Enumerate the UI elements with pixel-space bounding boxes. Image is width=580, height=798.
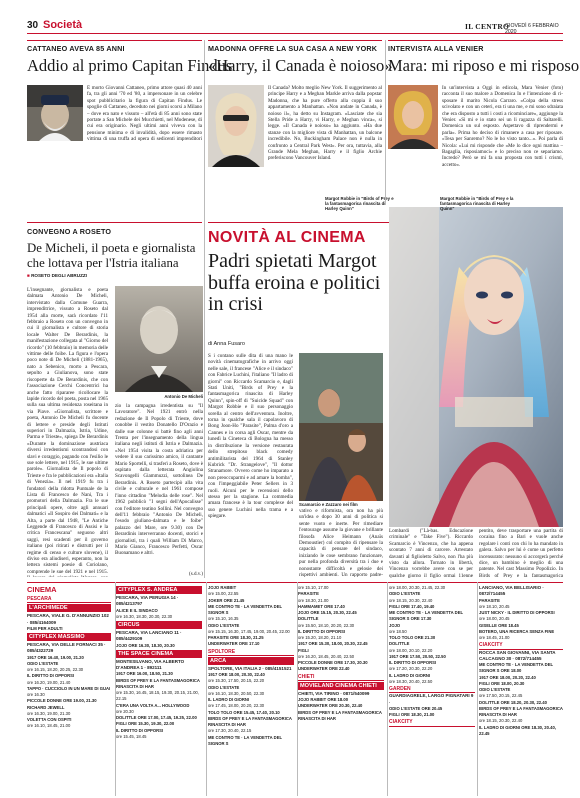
cinema-city-name: CIAKCITY: [479, 642, 563, 649]
cinema-showtime: ODIO L'ESTATE: [479, 687, 511, 692]
cinema-showtime: UNDERWATER ORE 20.30, 22.40: [298, 703, 363, 709]
feature-headline: Padri spietati Margot buffa eroina e politici in crisi: [208, 250, 381, 315]
cinema-showtime: FIGLI ORE 18.00, 20.30: [479, 680, 525, 686]
cinema-showtime: IL LADRO DI GIORNI ORE 18.30, 20.40, 22.45: [479, 724, 556, 736]
cinema-showtime: ore 16.30: [27, 692, 45, 697]
column-rule: [297, 582, 298, 796]
cinema-showtime: DOLITTLE: [389, 641, 410, 647]
cinema-showtime: ME CONTRO TE · LA VENDETTA DEL SIGNOR S ORE 18.00: [479, 662, 553, 674]
feature-col1: S i contano sulle dita di una mano le novità cinematografiche in arrivo oggi nelle sale, il francese "Alice e il sindaco" con Fabrice Luchini, l'italiano "Il ladro di giorni" con Riccardo Scamarcio e, dagli Stati Uniti, "Birds of Prey e la fantasmagorica rinascita di Harley Quinn", spin-off di "Suicide Squad" con Margot Robbie e il suo personaggio sorella al centro dell'avventura. Inoltre, torna in qualche sala il capolavoro di Bong Joon-Ho "Parasite", Palma d'oro a Cannes e in corsa agli Oscar, mentre da lunedì la Cineteca di Bologna ha messo in distribuzione la versione restaurata dello strepitoso black comedy antimilitarista del 1964 di Stanley Kubrick "Dr. Strangelove", "Il dottor Stranamore. Ovvero come ho imparato a non preoccuparmi e ad amare la bomba", con l'impeggiabile Peter Sellers in 3 ruoli. Alcuni per le recensioni dello stesso per la stagione. La commedia amara francese è la tour complexe del suo genere Luchini nella trama e a spiegare.: [208, 353, 293, 520]
cinema-showtime: BIRDS OF PREY E LA FANTASMAGORICA RINASCITA DI HAR: [298, 709, 382, 721]
byline-square-icon: ■: [27, 273, 32, 278]
cinema-showtime: ODIO L'ESTATE: [389, 591, 421, 597]
feature-col3: Lombardi ("Là-bas. Educazione criminale" e "Take Five"). Riccardo Scamarcio è Vincenzo, che ha appena scontato 7 anni di carcere. Arrestato davanti al figlioletto Salvo, non l'ha più visto da allora. Tornato in libertà, Vincenzo vorrebbe avere con se per qualche giorno il figlio ormai 11enne: [389, 528, 473, 578]
cinema-showtime: TAPPO · CUCCIOLO IN UN MARE DI GUAI: [27, 685, 111, 691]
story-body: È morto Giovanni Cattaneo, primo attore quasi 40 anni fa, tra gli anni '70 ed '80, a impersonare in un celebre spot pubblicitario la figura di Capitan Findus. Le spoglie di Cattaneo, deceduto nei giorni scorsi a Milano – dove era nato e vissuto – all'età di 85 anni sono state portate a San Michele dei Mucchietti, nel Modenese, di cui era originario. Negli ultimi anni viveva con la pensione minima e di invalidità, dopo essere rimasto vittima di una truffa ad opera di sedicenti imprenditori: [87, 85, 202, 143]
cinema-city-name: SPOLTORE: [208, 649, 294, 656]
cinema-venue-address: PESCARA, VIA LANCIANO 11 · 085/4429109: [116, 630, 182, 642]
inset-photo-caption: Scamarcio e Zazzaro nei film: [299, 502, 358, 507]
story-body-col2: zio la campagna irredentista su "Il Lavoratore". Nel 1921 entrò nella redazione de Il Popolo di Trieste, dove conobbe il vestito Donatello D'Orazio e dalle sue colonne si battè fino agli anni Trenta per l'insegnamento della lingua italiana negli istituti di Istria e Dalmazia. «Nel 1954 visita la costa adriatica per vedere il suo carissimo amico, il cantante Mario Sportelli, si trasferì a Roseto, dove è ospitato dalla letterata Angiolina Scavongelli Giammuzzi, sottolinea De Berardinis. A Roseto partecipò alla vita civile e culturale e nel 1961 compose l'inno cittadino "Melodia delle rose". Nel 1962 pubblicò "I segni dell'Apocalisse" con l'editore teatino Sollini. Nel convegno dell'11 febbraio "Antonio De Micheli, l'esodo giuliano-dalmata e le foibe" palazzo del Mare, ore 9.30) con De Berardinis interverranno docenti, storici e giornalisti, tra i quali William Di Marco, Mario Gianco, Francesco Perfetti, Oscar Buonamano e altri.: [115, 403, 203, 557]
column-rule: [204, 40, 205, 578]
cinema-showtime: PARASITE: [479, 597, 500, 603]
cinema-venue-address: LANCIANO, VIA BELLISARIO · 0872/714455: [479, 585, 544, 597]
cinema-showtime: ODIO L'ESTATE: [208, 684, 240, 690]
cinema-showtime: 1917 ORE 18.00, 20.20, 22.40: [479, 674, 536, 680]
story-body: Il Canada? Molto meglio New York. Il suggerimento al principe Harry e a Meghan Markle arriva dalla popstar Madonna, che ha pure offerto alla coppia il suo appartamento a Manhattan. «Non andate in Canada, è noioso il», ha detto su Instagram. «Lasciate che sia Stella Pride a Harry, vi Harry, e Meghan vinca», si legge. «Il Canada è noioso» ha aggiunto. «Ha due stanze con la migliore vista di Manhattan, un balcone incredibile. No, Buckingham Palace non è nulla in confronto a Central Park West». Per ora, tuttavia, alla Grande Mela Meghan, Harry e il figlio Archie preferiscono Vancouver Island.: [268, 85, 382, 162]
cinema-showtime: JOKER ORE 21.45: [208, 597, 245, 603]
cinema-showtime: UNDERWATER ORE 22.40: [298, 666, 350, 672]
cinema-venue-address: GUARDIAGRELE, LARGO PIGNATARI 9 ·: [389, 693, 474, 705]
cinema-city-name: GARDEN: [389, 686, 475, 693]
column-rule: [387, 582, 388, 796]
cinema-showtime: GISELLE ORE 18.45: [479, 622, 519, 628]
brand-name: IL CENTRO: [465, 22, 510, 31]
feature-byline: di Anna Fusaro: [208, 341, 245, 347]
cinema-showtime: BIRDS OF PREY E LA FANTASMAGORICA RINASCITA DI HAR: [208, 715, 292, 727]
cinema-showtime: VOLETTA CON OSPITI: [27, 717, 72, 722]
cinema-showtime: FIGLI ORE 17.40, 19.40: [389, 603, 435, 609]
column-rule: [385, 40, 386, 205]
madonna-photo-image: [208, 85, 264, 167]
cinema-showtime: ore 15.10, 17.00: [298, 585, 329, 590]
cinema-showtime: ore 16.30, 19.00, 21.30: [27, 710, 71, 716]
story-kicker: MADONNA OFFRE LA SUA CASA A NEW YORK: [208, 44, 378, 53]
cinema-showtime: ore 15.45, 18.45: [116, 733, 147, 739]
column-rule: [477, 582, 478, 796]
cinema-showtime: IL DIRITTO DI OPPORSI: [389, 660, 437, 665]
cinema-showtime: IL LADRO DI GIORNI: [208, 697, 250, 702]
cinema-col-1: [27, 595, 111, 797]
cinema-showtime: ore 15.30, 17.50, 20.15, 22.20: [208, 678, 265, 684]
harley-photo-caption-overlay: Margot Robbie in "Birds of Prey e la fantasmagorica rinascita di Harley Quinn": [440, 196, 514, 212]
cinema-venue-name: CITYPLEX MASSIMO: [27, 633, 111, 641]
cinema-showtime: FILM PER ADULTI: [27, 625, 63, 631]
scamarcio-photo-image: [299, 353, 383, 501]
cinema-showtime: ME CONTRO TE · LA VENDETTA DEL SIGNOR S: [208, 603, 282, 615]
cinema-showtime: ore 17.20, 20.30, 22.20: [389, 666, 433, 672]
cinema-venue-name: L'ARCHIMEDE: [27, 604, 111, 612]
cinema-showtime: ore 15.50, 18.10, 20.20, 22.30: [298, 622, 355, 628]
cinema-showtime: JOJO: [389, 622, 401, 628]
cinema-col-6: [479, 585, 563, 797]
cinema-showtime: 1917 ORE 16.40, 19.00, 21.20: [27, 654, 84, 660]
cinema-showtime: BIRDS OF PREY E LA FANTASMAGORICA RINASCITA DI HAR: [116, 677, 200, 689]
cinema-showtime: ore 16.15, 18.20, 20.25, 22.30: [27, 667, 84, 672]
cinema-showtime: ore 17.45, 18.00, 20.20, 22.30: [208, 703, 265, 709]
cinema-showtime: BOTERO, UNA RICERCA SENZA FINE: [479, 628, 555, 634]
byline-text: ROSETO DEGLI ABRUZZI: [31, 273, 87, 278]
cinema-showtime: ME CONTRO TE · LA VENDETTA DEL SIGNOR S: [208, 734, 282, 746]
cinema-showtime: ore 16.10, 18.30, 20.50, 22.30: [208, 690, 265, 696]
cinema-showtime: ore 20.30: [116, 708, 134, 714]
cinema-col-5: [389, 585, 475, 797]
cinema-showtime: HAMMAMET ORE 17.40: [298, 603, 345, 609]
cinema-showtime: DOLITTLE ORE 18.20, 20.30, 22.40: [479, 699, 547, 705]
cinema-showtime: JOJO ORE 16.30, 18.30, 20.30: [116, 642, 175, 648]
cinema-showtime: FIGLI ORE 15.30, 19.30, 22.00: [116, 721, 175, 727]
cinema-city-name: CHIETI: [298, 674, 384, 681]
story-venier: [388, 40, 580, 215]
cinema-venue-address: ROCCA SAN GIOVANNI, VIA SANTA CALCAGNO 30 · 0872/714455: [479, 649, 556, 661]
page-number: 30: [27, 20, 39, 31]
cinema-showtime: JOJO RABBIT: [208, 585, 237, 590]
cinema-showtime: 1917 ORE 16.00, 18.50, 21.30: [116, 671, 173, 677]
cinema-showtime: TOLO TOLO ORE 21.30: [389, 635, 436, 640]
de-micheli-photo: [115, 286, 203, 392]
venier-photo-image: [388, 85, 438, 149]
harley-quinn-photo: [389, 207, 563, 527]
story-headline: Mara: mi riposo e mi risposo: [388, 56, 580, 75]
cinema-showtime: ODIO L'ESTATE ORE 20.45: [389, 705, 443, 711]
de-micheli-photo-image: [115, 286, 203, 392]
story-findus: [27, 40, 233, 195]
cinema-showtime: RICHARD JEWELL: [27, 704, 65, 710]
cinema-venue-name: MOVIELAND CINEMA CHIETI: [298, 682, 384, 690]
cinema-col-2: [116, 585, 202, 797]
cinema-showtime: JUST NICKY · IL DIRITTO DI OPPORSI: [479, 610, 555, 615]
cinema-showtime: JOJO RABBIT ORE 18.00: [298, 697, 349, 702]
story-kicker: CONVEGNO A ROSETO: [27, 227, 112, 236]
cinema-showtime: ore 18.00, 20.10, 22.20: [389, 647, 433, 653]
cinema-showtime: ore 18.45, 21.00: [479, 635, 510, 640]
findus-photo-image: [27, 85, 83, 141]
cinema-showtime: DOLITTLE: [298, 616, 319, 622]
story-kicker: CATTANEO AVEVA 85 ANNI: [27, 44, 125, 53]
cinema-showtime: ore 16.20, 19.00, 21.40: [27, 679, 71, 685]
cinema-showtime: ME CONTRO TE · LA VENDETTA DEL SIGNOR S ORE 17.30: [389, 610, 463, 622]
cinema-city-name: CIAKCITY: [389, 719, 475, 726]
cinema-showtime: IL DIRITTO DI OPPORSI: [298, 628, 346, 634]
cinema-city-name: PESCARA: [27, 596, 111, 603]
cinema-showtime: PARASITE: [298, 591, 319, 597]
cinema-showtime: BIRDS OF PREY E LA FANTASMAGORICA RINASCITA DI HAR: [479, 705, 563, 717]
cinema-showtime: ore 18.30, 21.00: [298, 597, 329, 603]
cinema-showtime: ore 16.10, 18.45, 21.00: [27, 723, 71, 729]
cinema-col-3: [208, 585, 294, 797]
harley-quinn-photo-image: [389, 207, 563, 527]
cinema-venue-address: PESCARA, VIA DELLE FORNACI 35 · 085/4322729: [27, 642, 106, 654]
cinema-showtime: TOLO TOLO ORE 15.45, 17.40, 20.10: [208, 709, 280, 715]
story-body: In un'intervista a Oggi in edicola, Mara Venier (foto) racconta il suo malore a Domenica In e l'intenzione di ri-sposare il marito Nicola Carraro. «Colpa della stress scivolato e con un ceteri, era ti una me, e mi sono sdraiata che era disposto a tutti i costi a ricominciare», aggiunge la Venier. «Si mi e io stato sei un li ragazza di Saltarelli. Domenica un sul esposto. Aspettavo di riprendermi e parla». Prima ho deciso di rimanere a casa per riposare. «Tesa per Sanremo? No le ho visto tanto...». Poi parla di Nicola: «Lui mi risponde che «Me lo dice ogni mattina – Bagaglia, risposiamoci» e lo preciso non ce separiamo. Incredo? Però se mi fa una proposta con tutti i crismi, accetto».: [442, 85, 563, 167]
cinema-showtime: PICCOLE DONNE ORE 19.00, 21.30: [27, 698, 97, 704]
cinema-showtime: ore 15.20, 18.20, 21.10: [298, 635, 342, 640]
cinema-showtime: ODIO L'ESTATE: [27, 660, 59, 666]
cinema-showtime: ore 17.30, 20.40, 22.15: [208, 728, 252, 734]
cinema-showtime: ore 18.15, 20.30, 22.40: [389, 597, 433, 603]
cinema-col-4: [298, 585, 384, 797]
cinema-showtime: ore 17.50, 20.15, 22.45: [479, 693, 523, 699]
cinema-venue-address: PESCARA, VIALE G. D'ANNUNZIO 102 · 085/4164009: [27, 613, 109, 625]
cinema-showtime: ore 18.10, 20.45: [479, 603, 510, 609]
story-de-micheli: [27, 222, 202, 578]
story-kicker: INTERVISTA ALLA VENIER: [388, 44, 484, 53]
story-byline: [27, 273, 202, 278]
madonna-photo: [208, 85, 264, 167]
cinema-title: CINEMA: [27, 585, 57, 594]
cinema-showtime: ore 18.00, 20.30, 21.45, 22.30: [389, 585, 446, 590]
cinema-venue-name: CIRCUS: [116, 621, 202, 629]
cinema-showtime: IL DIRITTO DI OPPORSI: [27, 673, 75, 679]
cinema-showtime: ODIO L'ESTATE: [208, 622, 240, 628]
cinema-venue-name: ARCA: [208, 657, 294, 665]
cinema-venue-address: PESCARA, VIA PERUGIA 14 · 085/4213797: [116, 595, 179, 607]
issue-date: GIOVEDÌ 6 FEBBRAIO 2020: [505, 23, 559, 35]
story-headline: «Harry, il Canada è noioso»: [208, 56, 393, 75]
main-photo-caption: Margot Robbie in "Birds of Prey e la fantasmagorica rinascita di Harley Quinn": [325, 196, 394, 212]
feature-col4: pentito, deve trasportare una partita di cocaina fino a Bari e vuole anche regolare i conti con chi lo ha mandato in galera. Salvo per lui è come un perfetto incensurato: nessuno si accorgerà perché dice, un bambino è meglio di una patente. Nel cast Massimo Popolizio. In Birds of Prey e la fantasmagorica: [479, 528, 563, 578]
cinema-showtime: C'ERA UNA VOLTA A... HOLLYWOOD: [116, 702, 190, 708]
cinema-showtime: ore 18.15, 20.30, 22.40: [479, 718, 523, 724]
feature-kicker: NOVITÀ AL CINEMA: [208, 229, 366, 246]
cinema-venue-address: MONTESILVANO, VIA ALBERTO D'ANDREA 1 · 892111: [116, 658, 185, 670]
cinema-showtime: PICCOLE DONNE ORE 17.30, 20.30: [298, 660, 368, 665]
story-signature: (s.d.v.): [189, 571, 203, 577]
cinema-showtime: ore 16.30, 18.30, 20.30, 22.30: [116, 613, 173, 619]
cinema-showtime: ore 18.00, 20.45: [479, 616, 510, 622]
cinema-section: [27, 582, 563, 798]
cinema-showtime: ore 15.15, 16.30, 17.45, 19.00, 20.45, 22.00: [208, 628, 290, 634]
story-headline: De Micheli, il poeta e giornalista che lottava per l'Istria italiana: [27, 241, 196, 270]
cinema-showtime: ore 18.30, 20.40, 22.50: [389, 678, 433, 684]
cinema-venue-name: THE SPACE CINEMA: [116, 650, 202, 658]
story-body-col1: L'insegnante, giornalista e poeta dalmata Antonio De Micheli, intervistato dalla Comune Guarra, imprenditrice, vissuto a Roseto dal 1954 alla morte, sarà ricordato l'11 febbraio a Roseto con un convegno in cui il giornalista e cultore di storia locale Walter De Berardinis, la manifestazione collegata al "Giorno del ricordo" (10 febbraio) in memoria delle vittime delle foibe. La figura e l'opera poco note di De Micheli (1881-1965), nato a Sebenico, morto a Pescara, sepolto a Giulianova, sono state riscoperte da De Berardinis, che con l'associazione Cerchi Concentrici ha anche fatto ripararee ricollocare la lapide ricordo del poeta, posta nel 1965 sulla sua ultima residenza roseitana in via Piave. «Giornalista, scrittore e poeta, Antonio De Micheli fu docente di lettere e preside degli Istituti superiori in Dalmazia, Istria, Udine, Parma e Trieste», spiega De Berardinis «Durante la dominazione austriaca diversi irredentismi scontrandosi con slavi e coraggio, pagando con l'esilio le sue sole lettere, nel 1915, le sue ultime parole». Giornalista de Il popolo di Trieste e fra le pubblicazioni era «Italia di Venezia». Il nel 1919 fu tra i fondatori della ridotta Puntuale de la Lista di Francesco de Nani, Tra i promotori della Dalmazia. Fra le sue principali opere, oltre agli annuari dalmatici «Il Sospiro dei Dalmati» e la Alta, a parte dal 1948, "Le Antiche Leggende di Francesco di Assisi e la critica Francescana" seguono altri saggi, resi scadenti per il governo italiano (poi ritirati e distrutti per il regime di censo e culture slovene), il diviso era aliudiseri, esperanto, non la lettera sistemi poesie di Coriolano, comprende le sue del 1921 e nel 1915.: [27, 287, 108, 575]
cinema-showtime: FIGLI ORE 18.30, 21.00: [389, 712, 435, 717]
cinema-showtime: ore 18.50: [389, 628, 407, 634]
cinema-showtime: ore 15.10, 16.35: [208, 616, 239, 622]
column-rule: [206, 582, 207, 796]
findus-photo: [27, 85, 83, 141]
cinema-showtime: IL LADRO DI GIORNI: [389, 672, 431, 678]
cinema-showtime: ALICE E IL SINDACO: [116, 607, 158, 613]
venier-photo: [388, 85, 438, 149]
cinema-showtime: ore 15.30, 16.45, 18.15, 19.30, 20.15, 21.00, 22.15: [116, 690, 199, 702]
page-header: [27, 20, 563, 34]
section-title: Società: [43, 19, 83, 31]
column-rule: [115, 582, 116, 796]
cinema-showtime: IL DIRITTO DI OPPORSI: [116, 727, 164, 733]
cinema-showtime: 1917 ORE 17.50, 20.50, 22.50: [389, 653, 446, 659]
story-madonna: [208, 40, 393, 215]
cinema-showtime: 1917 ORE 18.00, 20.30, 22.40: [208, 672, 265, 677]
cinema-showtime: 1917 ORE 15.30, 18.00, 20.30, 22.45: [298, 641, 368, 647]
photo-caption: Antonio De Micheli: [164, 394, 203, 399]
cinema-showtime: ore 16.20, 18.45, 20.40, 22.50: [298, 653, 355, 659]
cinema-showtime: JOJO ORE 15.15, 20.30, 22.45: [298, 610, 357, 615]
cinema-showtime: DOLITTLE ORE 17.00, 17.45, 19.25, 22.00: [116, 715, 197, 720]
cinema-venue-name: CITYPLEX S. ANDREA: [116, 586, 202, 594]
cinema-showtime: UNDERWATER ORE 17.10: [208, 641, 260, 647]
cinema-showtime: PARASITE ORE 18.30, 21.25: [208, 635, 264, 640]
scamarcio-photo: [299, 353, 383, 501]
cinema-showtime: FIGLI: [298, 647, 309, 653]
feature-col2: vativo e riformista, ora non ha più un'idea e dopo 30 anni di politica si sente vuoto e inerte. Per rimediare l'entourage assume la giovane e brillante filosofa Alice Heimann (Anaïs Demoustier) col compito di ripensare la capacità di pensare del sindaco, iniziando le cose sembrano funzionare, pur nella profonda diversità tra i due e nonostante difficoltà e gelosie dei rispettivi ambienti. Un rapporto padre-: [299, 508, 383, 578]
cinema-showtime: ore 15.00, 22.55: [208, 591, 239, 597]
cinema-venue-address: CHIETI, VIA TIRINO · 0871/540099: [298, 690, 370, 696]
story-headline: Addio al primo Capitan Findus: [27, 56, 233, 75]
cinema-venue-address: SPOLTORE, VIA ITALIA 2 · 085/4151521: [208, 665, 292, 671]
